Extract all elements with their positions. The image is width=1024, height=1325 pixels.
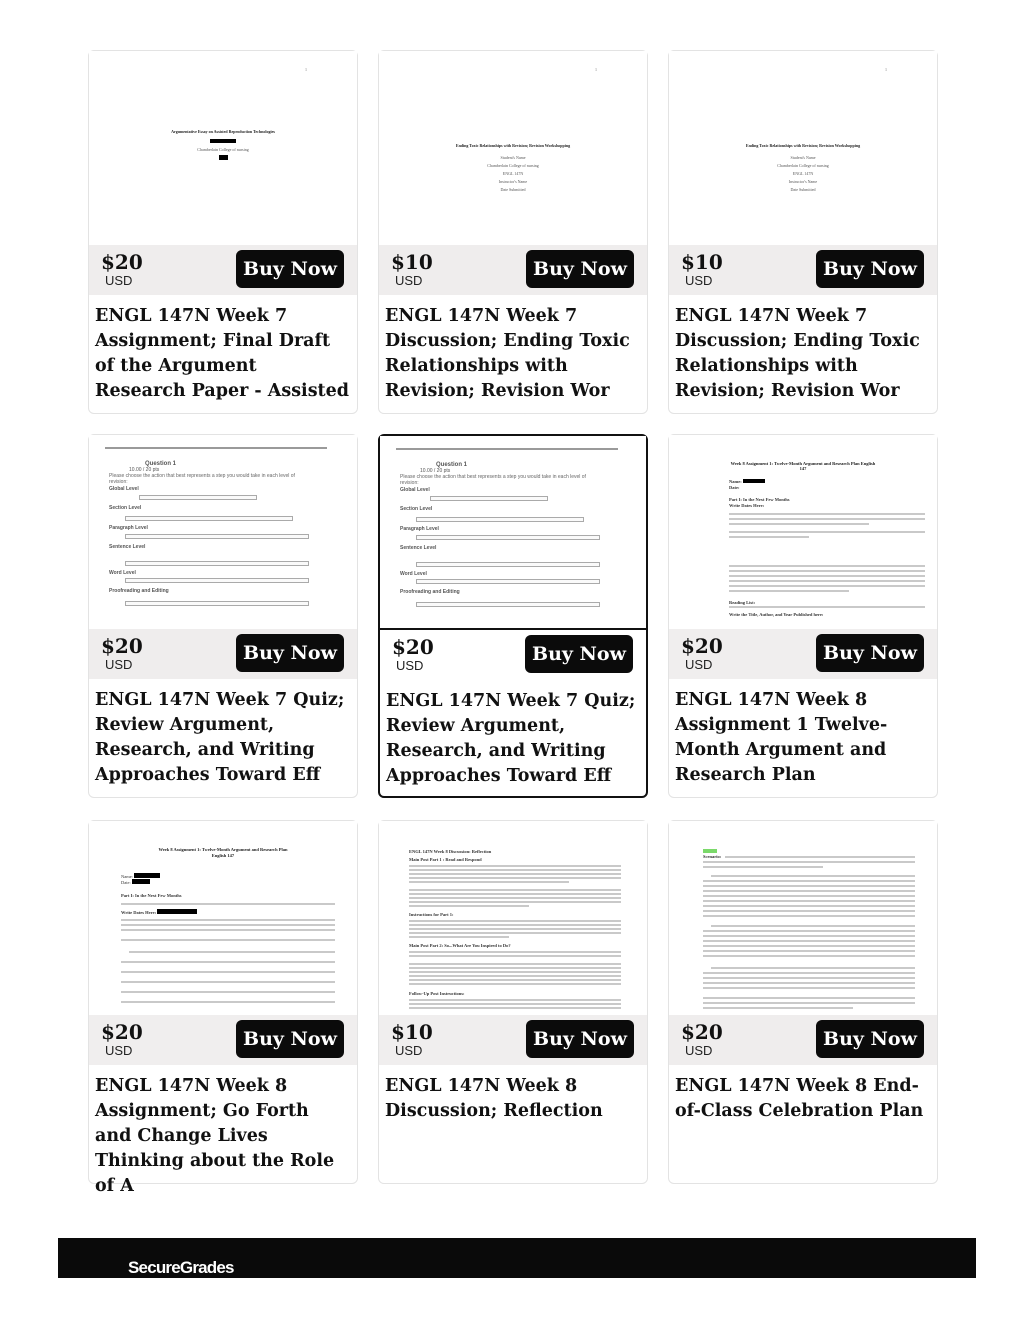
date-label: Date: — [121, 880, 131, 885]
preview-title: Week 8 Assignment 1: Twelve-Month Argument and Research Plan English 147 — [730, 461, 876, 471]
level-label: Global Level — [109, 486, 139, 492]
preview-title: Ending Toxic Relationships with Revision; Revision Workshopping — [745, 143, 861, 148]
preview-line: Student's Name — [790, 155, 816, 160]
currency: USD — [105, 657, 133, 672]
price: $20 — [101, 250, 143, 274]
currency: USD — [395, 273, 423, 288]
price: $20 — [681, 1020, 723, 1044]
product-title[interactable]: ENGL 147N Week 8 End-of-Class Celebration Plan — [675, 1076, 924, 1121]
product-card[interactable] — [668, 434, 938, 798]
price: $20 — [101, 634, 143, 658]
answer-select[interactable] — [125, 578, 309, 583]
document-preview[interactable] — [89, 821, 357, 1015]
level-label: Section Level — [400, 506, 433, 512]
preview-title: ENGL 147N Week 8 Discussion: Reflection — [409, 849, 492, 854]
level-label: Global Level — [400, 487, 430, 493]
product-title[interactable]: ENGL 147N Week 7 Assignment; Final Draft of the Argument Research Paper - Assisted — [95, 306, 349, 401]
buy-now-button[interactable]: Buy Now — [816, 634, 924, 672]
section-heading: Part I: In the Next Few Months — [729, 497, 790, 502]
price-bar — [379, 1015, 647, 1065]
document-preview[interactable] — [669, 435, 937, 629]
level-label: Paragraph Level — [400, 526, 439, 532]
answer-select[interactable] — [430, 496, 548, 501]
product-title[interactable]: ENGL 147N Week 8 Assignment; Go Forth and Change Lives Thinking about the Role of A — [95, 1076, 335, 1196]
answer-select[interactable] — [125, 534, 309, 539]
answer-select[interactable] — [125, 516, 293, 521]
preview-title: Week 8 Assignment 1: Twelve-Month Argument and Research Plan — [158, 847, 288, 852]
product-card[interactable] — [378, 820, 648, 1184]
product-card[interactable] — [668, 50, 938, 414]
price-bar — [669, 629, 937, 679]
scenario-label: Scenario: — [703, 854, 722, 859]
section-heading: Part I: In the Next Few Months — [121, 893, 182, 898]
document-preview[interactable] — [89, 51, 357, 245]
level-label: Word Level — [109, 570, 136, 576]
question-prompt: Please choose the action that best represents a step you would take in each level of revision: — [400, 474, 586, 486]
level-label: Sentence Level — [400, 545, 437, 551]
instructions-heading: Instructions for Part 1: — [409, 912, 454, 917]
currency: USD — [685, 1043, 713, 1058]
write-title-label: Write the Title, Author, and Year Published here: — [729, 612, 824, 617]
currency: USD — [105, 273, 133, 288]
level-label: Section Level — [109, 505, 142, 511]
currency: USD — [396, 658, 424, 673]
buy-now-button[interactable]: Buy Now — [816, 250, 924, 288]
buy-now-button[interactable]: Buy Now — [236, 1020, 344, 1058]
price: $20 — [681, 634, 723, 658]
sub-heading: Write Dates Here: — [121, 910, 157, 915]
brand-logo[interactable]: SecureGrades — [128, 1258, 234, 1277]
level-label: Paragraph Level — [109, 525, 148, 531]
price-bar — [669, 1015, 937, 1065]
product-title[interactable]: ENGL 147N Week 8 Assignment 1 Twelve-Month Argument and Research Plan — [675, 690, 888, 785]
preview-line: Chamberlain College of nursing — [777, 163, 829, 168]
preview-line: Date Submitted — [790, 187, 816, 192]
document-preview[interactable] — [669, 821, 937, 1015]
document-preview[interactable] — [380, 436, 646, 630]
level-label: Word Level — [400, 571, 427, 577]
document-preview[interactable] — [669, 51, 937, 245]
preview-title: Argumentative Essay on Assisted Reproduction Technologies — [171, 129, 275, 134]
answer-select[interactable] — [416, 579, 600, 584]
product-card[interactable] — [88, 434, 358, 798]
redaction — [132, 879, 150, 884]
price: $10 — [391, 250, 433, 274]
price-bar — [89, 1015, 357, 1065]
buy-now-button[interactable]: Buy Now — [236, 634, 344, 672]
product-title[interactable]: ENGL 147N Week 7 Quiz; Review Argument, Research, and Writing Approaches Toward Eff — [95, 690, 345, 785]
product-title[interactable]: ENGL 147N Week 7 Discussion; Ending Toxic Relationships with Revision; Revision Wor — [385, 306, 630, 401]
price-bar — [380, 630, 646, 680]
currency: USD — [685, 273, 713, 288]
highlight-mark — [703, 849, 717, 853]
price: $20 — [392, 635, 434, 659]
question-points: 10.00 / 20 pts — [129, 467, 160, 473]
buy-now-button[interactable]: Buy Now — [236, 250, 344, 288]
currency: USD — [395, 1043, 423, 1058]
price-bar — [89, 245, 357, 295]
price-bar — [89, 629, 357, 679]
redaction — [219, 155, 228, 160]
level-label: Proofreading and Editing — [109, 588, 169, 594]
preview-school: Chamberlain College of nursing — [197, 147, 249, 152]
price: $20 — [101, 1020, 143, 1044]
answer-select[interactable] — [139, 495, 257, 500]
price-bar — [669, 245, 937, 295]
product-title[interactable]: ENGL 147N Week 7 Discussion; Ending Toxic Relationships with Revision; Revision Wor — [675, 306, 920, 401]
part-heading: Main Post Part 2: So...What Are You Inspired to Do? — [409, 943, 511, 948]
date-label: Date: — [729, 485, 740, 490]
buy-now-button[interactable]: Buy Now — [526, 1020, 634, 1058]
answer-select[interactable] — [416, 602, 600, 607]
preview-line: Date Submitted — [500, 187, 526, 192]
page-number: 1 — [885, 67, 887, 72]
price: $10 — [681, 250, 723, 274]
redaction — [134, 873, 160, 878]
preview-line: ENGL 147N — [792, 171, 814, 176]
answer-select[interactable] — [416, 517, 584, 522]
redaction — [743, 479, 765, 483]
followup-heading: Follow-Up Post Instructions: — [409, 991, 465, 996]
product-title[interactable]: ENGL 147N Week 8 Discussion; Reflection — [385, 1076, 603, 1121]
site-footer — [58, 1238, 976, 1278]
question-label: Question 1 — [145, 461, 177, 467]
sub-heading: Write Dates Here: — [729, 503, 765, 508]
price-bar — [379, 245, 647, 295]
answer-select[interactable] — [125, 601, 309, 606]
buy-now-button[interactable]: Buy Now — [526, 250, 634, 288]
preview-line: Instructor's Name — [788, 179, 818, 184]
preview-line: Student's Name — [500, 155, 526, 160]
answer-select[interactable] — [125, 561, 309, 566]
redaction — [157, 909, 197, 914]
question-prompt: Please choose the action that best represents a step you would take in each level of revision: — [109, 473, 295, 485]
level-label: Sentence Level — [109, 544, 146, 550]
reading-list-label: Reading List: — [729, 600, 756, 605]
document-preview[interactable] — [379, 821, 647, 1015]
page-number: 1 — [595, 67, 597, 72]
answer-select[interactable] — [416, 562, 600, 567]
currency: USD — [685, 657, 713, 672]
preview-line: ENGL 147N — [502, 171, 524, 176]
question-points: 10.00 / 20 pts — [420, 468, 451, 474]
currency: USD — [105, 1043, 133, 1058]
product-title[interactable]: ENGL 147N Week 7 Quiz; Review Argument, Research, and Writing Approaches Toward Eff — [386, 691, 636, 786]
question-label: Question 1 — [436, 462, 468, 468]
document-preview[interactable] — [379, 51, 647, 245]
preview-line: Instructor's Name — [498, 179, 528, 184]
product-card[interactable] — [378, 50, 648, 414]
buy-now-button[interactable]: Buy Now — [816, 1020, 924, 1058]
preview-subtitle: English 147 — [211, 853, 235, 858]
preview-line: Chamberlain College of nursing — [487, 163, 539, 168]
buy-now-button[interactable]: Buy Now — [525, 635, 633, 673]
product-card-selected[interactable] — [378, 434, 648, 798]
price: $10 — [391, 1020, 433, 1044]
product-card[interactable] — [88, 50, 358, 414]
product-card[interactable] — [668, 820, 938, 1184]
name-label: Name: — [729, 479, 742, 484]
document-preview[interactable] — [89, 435, 357, 629]
part-heading: Main Post Part 1 : Read and Respond — [409, 857, 482, 862]
level-label: Proofreading and Editing — [400, 589, 460, 595]
answer-select[interactable] — [416, 535, 600, 540]
page-number: 1 — [305, 67, 307, 72]
preview-title: Ending Toxic Relationships with Revision; Revision Workshopping — [455, 143, 571, 148]
redaction — [210, 139, 236, 143]
name-label: Name: — [121, 874, 133, 879]
product-card[interactable] — [88, 820, 358, 1196]
